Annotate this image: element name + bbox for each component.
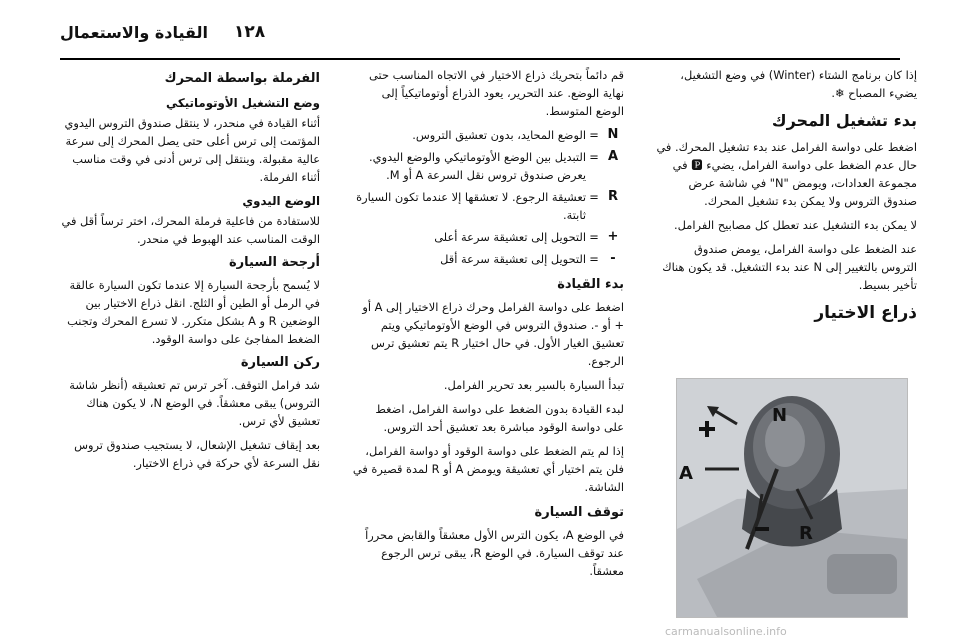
- engine-start-heading: بدء تشغيل المحرك: [771, 111, 917, 130]
- gear-key-symbol: N: [607, 127, 619, 142]
- gear-key-description: الوضع المحايد، بدون تعشيق التروس.: [412, 128, 586, 142]
- gear-key-description: التبديل بين الوضع الأوتوماتيكي والوضع اليدوي. يعرض صندوق تروس نقل السرعة A أو M.: [369, 150, 586, 182]
- middle-column: [352, 66, 624, 586]
- gear-a-label: A: [679, 463, 693, 484]
- engine-braking-heading: الفرملة بواسطة المحرك: [164, 71, 320, 86]
- gear-lever-graphic: [677, 379, 907, 617]
- page-number: ١٢٨: [234, 22, 266, 42]
- lever-instruction-text: قم دائماً بتحريك ذراع الاختيار في الاتجاه المناسب حتى نهاية الوضع. عند التحرير، يعود الذراع أوتوماتيكياً إلى الوضع المتوسط.: [369, 68, 624, 118]
- engine-start-text-1: اضغط على دواسة الفرامل عند بدء تشغيل المحرك. في حال عدم الضغط على دواسة الفرامل، يضيء 🅿 في مجموعة العدادات، ويومض "N" في شاشة عرض صندوق التروس ولا يمكن بدء تشغيل المحرك.: [656, 140, 917, 208]
- manual-mode-text: للاستفادة من فاعلية فرملة المحرك، اختر ترساً أقل في الوقت المناسب عند الهبوط في منحدر.: [61, 214, 320, 246]
- parking-text-2: بعد إيقاف تشغيل الإشعال، لا يستجيب صندوق تروس نقل السرعة لأي حركة في ذراع الاختيار.: [74, 438, 320, 470]
- right-column: [655, 66, 917, 330]
- gear-key-row-r: R = تعشيقة الرجوع. لا تعشقها إلا عندما تكون السيارة ثابتة.: [352, 188, 624, 224]
- page-title: القيادة والاستعمال: [60, 22, 209, 42]
- engine-start-text-2: لا يمكن بدء التشغيل عند تعطل كل مصابيح الفرامل.: [674, 218, 917, 232]
- gear-key-row-minus: - = التحويل إلى تعشيقة سرعة أقل: [352, 250, 624, 268]
- start-driving-text-2: تبدأ السيارة بالسير بعد تحرير الفرامل.: [443, 378, 624, 392]
- gear-key-description: التحويل إلى تعشيقة سرعة أعلى: [434, 230, 586, 244]
- manual-mode-subheading: الوضع اليدوي: [242, 194, 320, 208]
- gear-key-row-n: N = الوضع المحايد، بدون تعشيق التروس.: [352, 126, 624, 144]
- gear-key-description: تعشيقة الرجوع. لا تعشقها إلا عندما تكون السيارة ثابتة.: [356, 190, 586, 222]
- start-driving-text-4: إذا لم يتم الضغط على دواسة الوقود أو دواسة الفرامل، فلن يتم اختيار أي تعشيقة ويومض A أو R لمدة قصيرة في الشاشة.: [352, 444, 624, 494]
- rocking-vehicle-text: لا يُسمح بأرجحة السيارة إلا عندما تكون السيارة عالقة في الرمل أو الطين أو الثلج. انقل ذراع الاختيار بين الوضعين R و A بشكل متكرر. لا تسرع المحرك وتجنب الضغط المفاجئ على دواسة الوقود.: [67, 278, 320, 346]
- automatic-mode-subheading: وضع التشغيل الأوتوماتيكي: [165, 96, 320, 110]
- gear-n-label: N: [772, 405, 788, 426]
- start-driving-text-1: اضغط على دواسة الفرامل وحرك ذراع الاختيار إلى A أو + أو -. صندوق التروس في الوضع الأوتوماتيكي ويتم تعشيق الغيار الأول. في حال اختيار R يتم تعشيق ترس الرجوع.: [362, 300, 624, 368]
- gear-selector-illustration: [676, 378, 908, 618]
- gear-key-row-a: A = التبديل بين الوضع الأوتوماتيكي والوضع اليدوي. يعرض صندوق تروس نقل السرعة A أو M.: [352, 148, 624, 184]
- vehicle-stop-text: في الوضع A، يكون الترس الأول معشقاً والقابض محرراً عند توقف السيارة. في الوضع R، يبقى ترس الرجوع معشقاً.: [365, 528, 624, 578]
- start-driving-text-3: لبدء القيادة بدون الضغط على دواسة الفرامل، اضغط على دواسة الوقود مباشرة بعد تعشيق أحد التروس.: [375, 402, 624, 434]
- gear-key-symbol: A: [607, 149, 619, 164]
- gear-key-description: التحويل إلى تعشيقة سرعة أقل: [440, 252, 586, 266]
- left-column: [60, 66, 320, 478]
- gear-r-label: R: [799, 523, 813, 544]
- page-header: [60, 14, 900, 50]
- engine-start-text-3: عند الضغط على دواسة الفرامل، يومض صندوق التروس بالتغيير إلى N عند بدء التشغيل. قد يكون هناك تأخير بسيط.: [662, 242, 917, 292]
- gear-key-row-plus: + = التحويل إلى تعشيقة سرعة أعلى: [352, 228, 624, 246]
- automatic-mode-text: أثناء القيادة في منحدر، لا ينتقل صندوق التروس اليدوي المؤتمت إلى ترس أعلى حتى يصل المحرك إلى سرعة عالية مقبولة. وينتقل إلى ترس أدنى في وقت مناسب أثناء الفرملة.: [64, 116, 320, 184]
- parking-text-1: شد فرامل التوقف. آخر ترس تم تعشيقه (أنظر شاشة التروس) يبقى معشقاً. في الوضع N، لا يكون هناك تعشيق لأي ترس.: [69, 378, 320, 428]
- watermark-url: carmanualsonline.info: [665, 625, 787, 638]
- start-driving-heading: بدء القيادة: [557, 277, 624, 292]
- gear-key-list: [352, 126, 624, 268]
- gear-key-symbol: -: [610, 251, 616, 266]
- gear-key-symbol: R: [607, 189, 618, 204]
- parking-heading: ركن السيارة: [240, 355, 320, 370]
- gear-key-symbol: +: [607, 229, 619, 244]
- header-rule: [60, 58, 900, 60]
- rocking-vehicle-heading: أرجحة السيارة: [229, 255, 320, 270]
- winter-program-text: إذا كان برنامج الشتاء (Winter) في وضع التشغيل، يضيء المصباح ❄.: [680, 68, 917, 100]
- selector-lever-heading: ذراع الاختيار: [814, 303, 917, 323]
- vehicle-stop-heading: توقف السيارة: [534, 505, 624, 520]
